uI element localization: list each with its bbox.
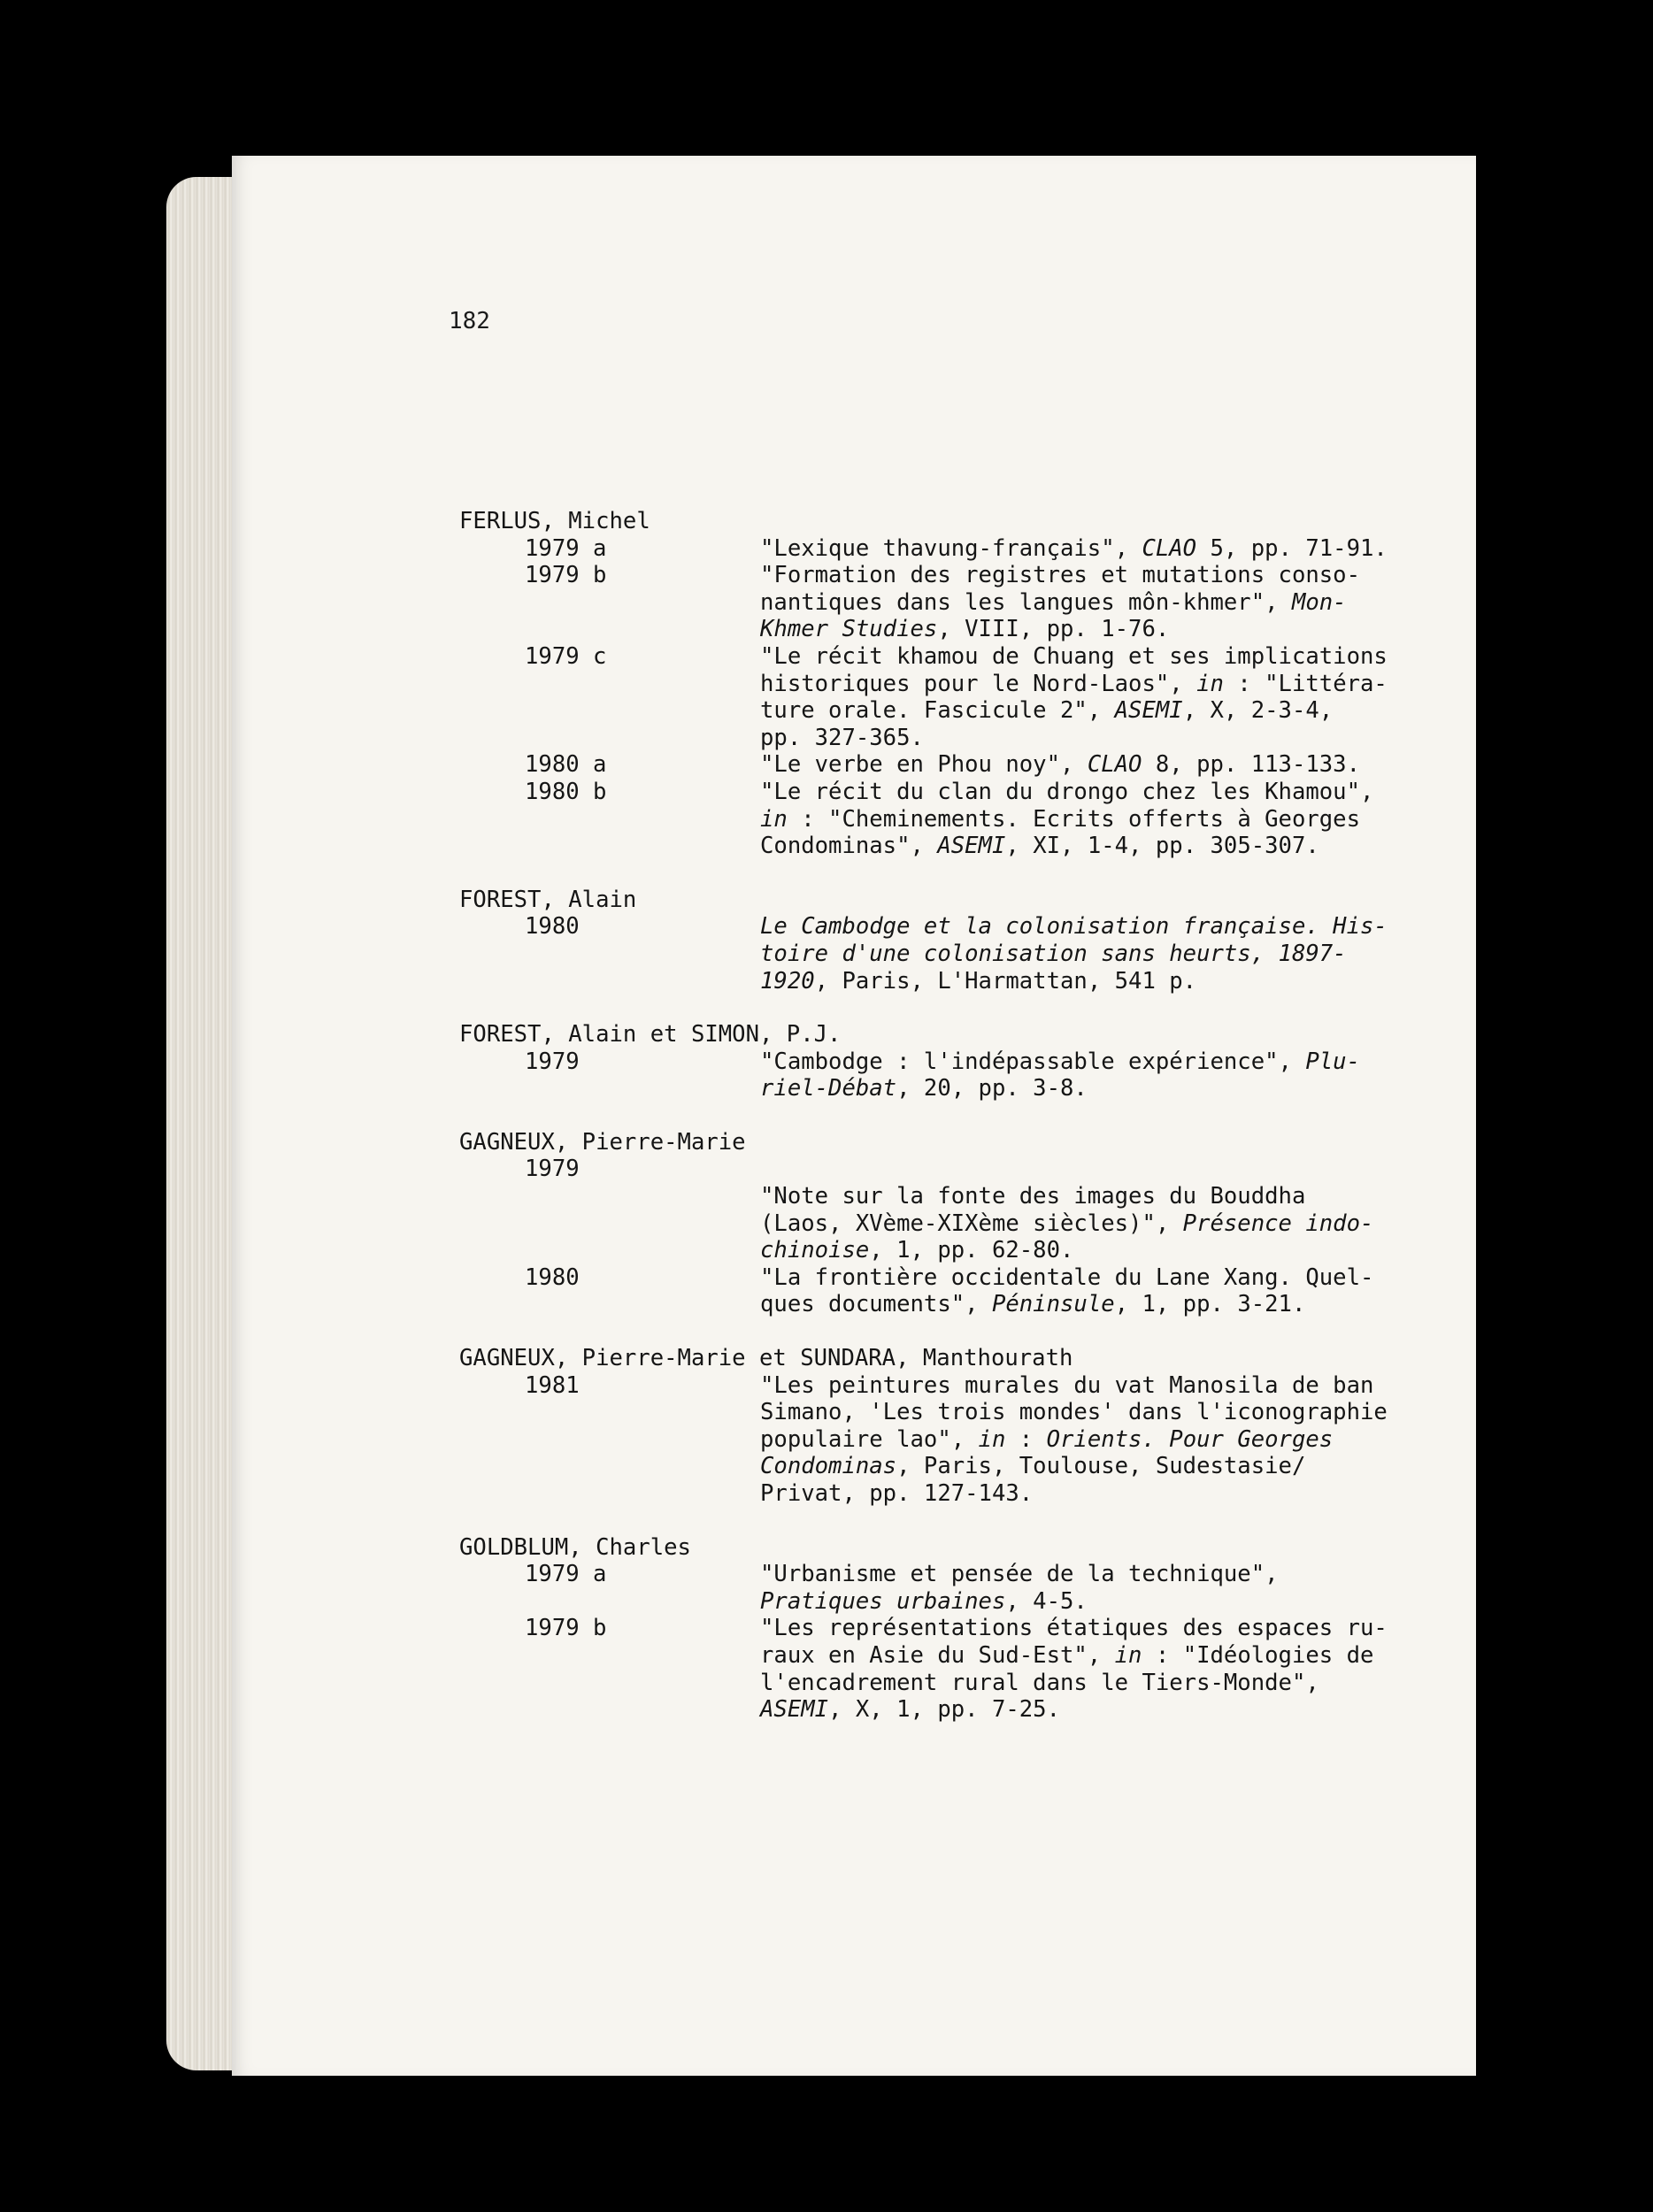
work-reference xyxy=(760,1048,1388,1102)
work-year: 1980 b xyxy=(525,778,607,805)
reference-line xyxy=(760,941,1388,968)
work-reference xyxy=(760,643,1388,751)
italic-title: Condominas xyxy=(760,1453,897,1480)
entry-work xyxy=(459,779,1388,860)
entry-work xyxy=(459,643,1388,751)
bibliography-entry xyxy=(459,1021,1388,1102)
bibliography-entry xyxy=(459,887,1388,995)
bibliography-entry xyxy=(459,1534,1388,1724)
entry-author: FOREST, Alain et SIMON, P.J. xyxy=(459,1021,842,1048)
italic-title: Mon- xyxy=(1291,588,1347,616)
reference-line: "La frontière occidentale du Lane Xang. Quel- xyxy=(760,1263,1374,1291)
work-reference xyxy=(760,1615,1388,1723)
italic-title: Plu- xyxy=(1305,1048,1360,1075)
italic-title: chinoise xyxy=(760,1237,870,1264)
work-reference xyxy=(760,779,1388,860)
entry-work xyxy=(459,562,1388,643)
reference-line: "Formation des registres et mutations conso- xyxy=(760,562,1360,589)
entry-work xyxy=(459,1615,1388,1723)
italic-title: Le Cambodge et la colonisation française. His- xyxy=(760,913,1388,941)
work-year: 1979 xyxy=(525,1156,580,1183)
italic-title: toire d'une colonisation sans heurts, 1897- xyxy=(760,940,1347,967)
entry-author: FERLUS, Michel xyxy=(459,508,650,534)
bibliography-entry xyxy=(459,1129,1388,1318)
entry-author: GAGNEUX, Pierre-Marie et SUNDARA, Manthourath xyxy=(459,1345,1073,1372)
italic-title: CLAO xyxy=(1142,534,1197,562)
reference-line: Pratiques urbaines, 4-5. xyxy=(760,1587,1088,1615)
entry-work xyxy=(459,913,1388,995)
reference-line: 1920, Paris, L'Harmattan, 541 p. xyxy=(760,967,1197,995)
entry-work xyxy=(459,535,1388,563)
reference-line: Khmer Studies, VIII, pp. 1-76. xyxy=(760,616,1170,643)
reference-line: pp. 327-365. xyxy=(760,724,924,751)
work-reference xyxy=(760,562,1388,643)
work-year: 1979 b xyxy=(525,562,607,589)
work-reference xyxy=(760,1264,1388,1318)
entry-work xyxy=(459,751,1388,779)
reference-line: ASEMI, X, 1, pp. 7-25. xyxy=(760,1696,1060,1724)
italic-title: CLAO xyxy=(1087,751,1142,779)
reference-line: "Les peintures murales du vat Manosila de ban xyxy=(760,1371,1374,1399)
reference-line: "Urbanisme et pensée de la technique", xyxy=(760,1561,1279,1588)
work-reference xyxy=(760,913,1388,995)
reference-line: "Le verbe en Phou noy", CLAO 8, pp. 113-133. xyxy=(760,751,1360,779)
italic-title: ASEMI xyxy=(1114,697,1183,725)
reference-line: "Cambodge : l'indépassable expérience", Plu- xyxy=(760,1048,1360,1075)
work-reference xyxy=(760,1372,1388,1508)
reference-line xyxy=(760,913,1388,941)
reference-line: "Le récit du clan du drongo chez les Khamou", xyxy=(760,778,1374,805)
reference-line: "Les représentations étatiques des espaces ru- xyxy=(760,1615,1388,1642)
reference-line: (Laos, XVème-XIXème siècles)", Présence indo- xyxy=(760,1210,1374,1237)
italic-title: Orients. Pour Georges xyxy=(1046,1425,1334,1453)
reference-line: Condominas", ASEMI, XI, 1-4, pp. 305-307. xyxy=(760,833,1319,860)
italic-title: in xyxy=(978,1425,1006,1453)
reference-line: riel-Débat, 20, pp. 3-8. xyxy=(760,1075,1088,1102)
italic-title: riel-Débat xyxy=(760,1075,897,1102)
italic-title: in xyxy=(1114,1641,1142,1669)
italic-title: Présence indo- xyxy=(1182,1210,1374,1237)
reference-line: nantiques dans les langues môn-khmer", Mon- xyxy=(760,588,1347,616)
work-year: 1981 xyxy=(525,1371,580,1399)
entry-author: GOLDBLUM, Charles xyxy=(459,1533,691,1561)
work-year: 1979 b xyxy=(525,1615,607,1642)
reference-line: ture orale. Fascicule 2", ASEMI, X, 2-3-4, xyxy=(760,697,1334,725)
reference-line: Condominas, Paris, Toulouse, Sudestasie/ xyxy=(760,1453,1306,1480)
italic-title: ASEMI xyxy=(760,1696,829,1724)
work-year: 1980 xyxy=(525,1263,580,1291)
reference-line: "Note sur la fonte des images du Bouddha xyxy=(760,1183,1306,1210)
reference-line: raux en Asie du Sud-Est", in : "Idéologies de xyxy=(760,1641,1374,1669)
work-year: 1979 xyxy=(525,1048,580,1075)
work-year: 1980 a xyxy=(525,751,607,779)
reference-line: l'encadrement rural dans le Tiers-Monde", xyxy=(760,1669,1319,1696)
work-reference xyxy=(760,535,1388,563)
entry-work xyxy=(459,1264,1388,1318)
reference-line: "Lexique thavung-français", CLAO 5, pp. 71-91. xyxy=(760,534,1388,562)
work-year: 1980 xyxy=(525,913,580,941)
bibliography-list xyxy=(459,508,1388,1750)
entry-work xyxy=(459,1156,1388,1263)
reference-line: historiques pour le Nord-Laos", in : "Littéra- xyxy=(760,670,1388,697)
work-reference xyxy=(760,751,1388,779)
entry-author: FOREST, Alain xyxy=(459,886,637,913)
reference-line: Privat, pp. 127-143. xyxy=(760,1480,1034,1507)
entry-author: GAGNEUX, Pierre-Marie xyxy=(459,1128,746,1156)
italic-title: Pratiques urbaines xyxy=(760,1587,1006,1615)
work-year: 1979 a xyxy=(525,534,607,562)
entry-work xyxy=(459,1048,1388,1102)
work-reference xyxy=(760,1561,1388,1615)
italic-title: Péninsule xyxy=(991,1291,1115,1318)
entry-work xyxy=(459,1372,1388,1508)
work-year: 1979 a xyxy=(525,1561,607,1588)
reference-line: in : "Cheminements. Ecrits offerts à Georges xyxy=(760,805,1360,833)
italic-title: in xyxy=(1196,670,1224,697)
italic-title: 1920 xyxy=(760,967,815,995)
work-reference xyxy=(760,1156,1388,1263)
italic-title: Khmer Studies xyxy=(760,616,938,643)
reference-line: "Le récit khamou de Chuang et ses implications xyxy=(760,642,1388,670)
reference-line: chinoise, 1, pp. 62-80. xyxy=(760,1237,1074,1264)
bibliography-entry xyxy=(459,1345,1388,1508)
reference-line: ques documents", Péninsule, 1, pp. 3-21. xyxy=(760,1291,1306,1318)
italic-title: in xyxy=(760,805,788,833)
entry-work xyxy=(459,1561,1388,1615)
work-year: 1979 c xyxy=(525,642,607,670)
page-number: 182 xyxy=(449,308,490,334)
reference-line xyxy=(760,1156,1388,1183)
reference-line: populaire lao", in : Orients. Pour Georges xyxy=(760,1425,1334,1453)
reference-line: Simano, 'Les trois mondes' dans l'iconographie xyxy=(760,1399,1388,1426)
italic-title: ASEMI xyxy=(937,833,1006,860)
bibliography-entry xyxy=(459,508,1388,860)
